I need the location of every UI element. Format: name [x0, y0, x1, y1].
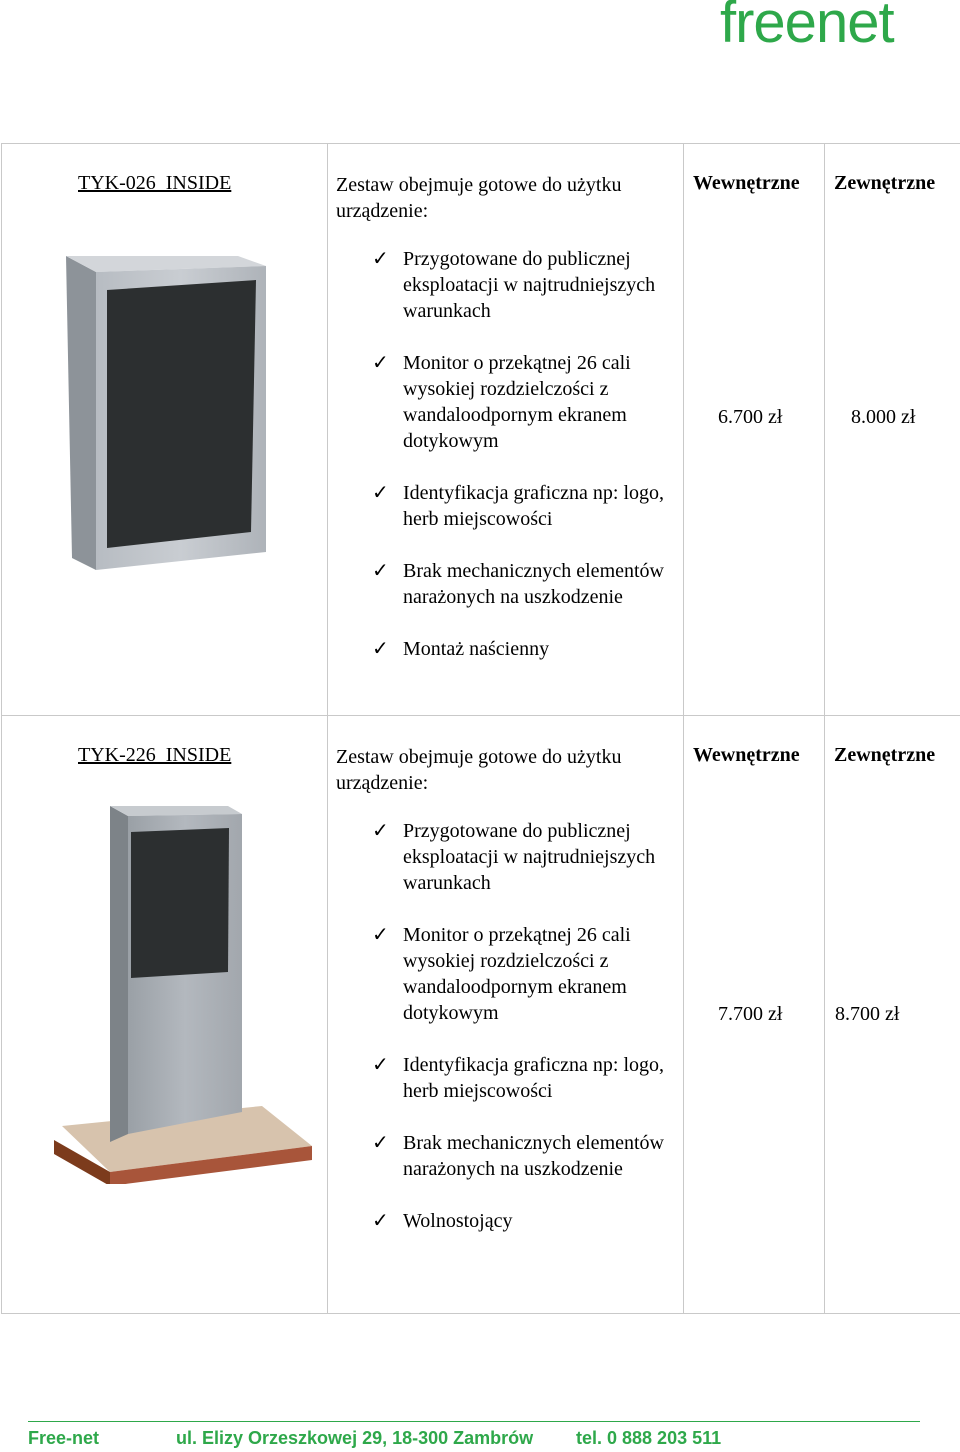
feature-text: Identyfikacja graficzna np: logo, herb miejscowości: [403, 482, 664, 530]
product-code: TYK-026 INSIDE: [78, 172, 232, 194]
description-intro: Zestaw obejmuje gotowe do użytku urządzenie:: [336, 174, 622, 222]
feature-text: Monitor o przekątnej 26 cali wysokiej rozdzielczości z wandaloodpornym ekranem dotykowym: [403, 352, 631, 452]
footer-company: Free-net: [28, 1428, 100, 1448]
list-item: [328, 818, 683, 896]
checkmark-icon: ✓: [372, 924, 389, 946]
checkmark-icon: ✓: [372, 560, 389, 582]
outdoor-header: Zewnętrzne: [834, 744, 936, 766]
product-description-cell: [328, 716, 684, 1314]
feature-text: Przygotowane do publicznej eksploatacji w najtrudniejszych warunkach: [403, 820, 656, 894]
product-code: TYK-226 INSIDE: [78, 744, 232, 766]
indoor-price-cell: [684, 144, 825, 716]
product-image-cell: [2, 144, 328, 716]
footer-phone: tel. 0 888 203 511: [576, 1428, 722, 1448]
list-item: [328, 1052, 683, 1104]
wall-kiosk-image: [66, 252, 276, 572]
product-description-cell: [328, 144, 684, 716]
product-image-cell: [2, 716, 328, 1314]
outdoor-price: 8.000 zł: [851, 406, 916, 428]
description-intro: Zestaw obejmuje gotowe do użytku urządzenie:: [336, 746, 622, 794]
outdoor-price: 8.700 zł: [835, 1003, 900, 1025]
list-item: [328, 558, 683, 610]
checkmark-icon: ✓: [372, 1210, 389, 1232]
freestanding-kiosk-image: [50, 804, 315, 1184]
list-item: [328, 1208, 683, 1234]
feature-text: Montaż naścienny: [403, 638, 550, 660]
indoor-header: Wewnętrzne: [693, 744, 800, 766]
indoor-price-cell: [684, 716, 825, 1314]
list-item: [328, 480, 683, 532]
feature-text: Brak mechanicznych elementów narażonych na uszkodzenie: [403, 560, 664, 608]
outdoor-price-cell: [825, 716, 960, 1314]
outdoor-price-cell: [825, 144, 960, 716]
feature-list: [328, 246, 683, 662]
list-item: [328, 246, 683, 324]
feature-text: Przygotowane do publicznej eksploatacji w najtrudniejszych warunkach: [403, 248, 656, 322]
footer-address: ul. Elizy Orzeszkowej 29, 18-300 Zambrów: [176, 1428, 534, 1448]
checkmark-icon: ✓: [372, 482, 389, 504]
logo-wordmark: freenet: [720, 0, 894, 55]
checkmark-icon: ✓: [372, 638, 389, 660]
list-item: [328, 636, 683, 662]
footer-divider: [28, 1421, 920, 1422]
checkmark-icon: ✓: [372, 248, 389, 270]
feature-text: Wolnostojący: [403, 1210, 513, 1232]
checkmark-icon: ✓: [372, 1132, 389, 1154]
indoor-header: Wewnętrzne: [693, 172, 800, 194]
outdoor-header: Zewnętrzne: [834, 172, 936, 194]
checkmark-icon: ✓: [372, 820, 389, 842]
feature-text: Monitor o przekątnej 26 cali wysokiej rozdzielczości z wandaloodpornym ekranem dotykowym: [403, 924, 631, 1024]
list-item: [328, 922, 683, 1026]
indoor-price: 6.700 zł: [718, 406, 783, 428]
list-item: [328, 350, 683, 454]
indoor-price: 7.700 zł: [718, 1003, 783, 1025]
product-row: [2, 716, 960, 1314]
feature-text: Brak mechanicznych elementów narażonych na uszkodzenie: [403, 1132, 664, 1180]
feature-text: Identyfikacja graficzna np: logo, herb miejscowości: [403, 1054, 664, 1102]
product-table: [1, 143, 960, 1314]
checkmark-icon: ✓: [372, 1054, 389, 1076]
feature-list: [328, 818, 683, 1234]
list-item: [328, 1130, 683, 1182]
product-row: [2, 144, 960, 716]
checkmark-icon: ✓: [372, 352, 389, 374]
